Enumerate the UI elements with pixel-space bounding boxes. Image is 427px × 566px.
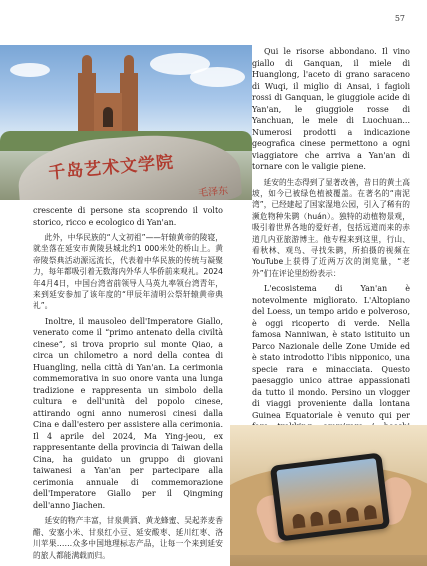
page-number: 57 <box>394 14 405 23</box>
smartphone-icon <box>270 452 390 541</box>
left-paragraph-2-chinese: 此外，中华民族的“人文初祖”——轩辕黄帝的陵寝，就坐落在延安市黄陵县城北约1 000米处的桥山上。黄帝陵祭典活动源远流长，代表着中华民族的传统与凝聚力，每年都吸引着无数海内外华人华侨前来观礼。2024年4月4日，中国台湾省前领导人马英九率领台湾青年，来到延安参加了该年度的“甲辰年清明公祭轩辕黄帝典礼”。 <box>33 233 223 311</box>
stone-inscription: 千岛艺术文学院 <box>47 152 175 184</box>
left-paragraph-1-italian: crescente di persone sta scoprendo il volto storico, ricco e ecologico di Yan'an. <box>33 206 223 227</box>
right-paragraph-1-italian: Qui le risorse abbondano. Il vino giallo di Ganquan, il miele di Huanglong, l'aceto di grano saraceno di Wuqi, il miglio di Ansai, i fagioli rossi di Ganquan, le giuggiole acide di Yan'an, le giuggiole rosse di Yanchuan, le mele di Luochuan... Numerosi prodotti a indicazione geografica cinese permettono a ogni viaggiatore che arriva a Yan'an di tornare con le valigie piene. <box>252 47 410 171</box>
stone-signature: 毛泽东 <box>197 185 229 200</box>
left-paragraph-4-chinese: 延安的物产丰富，甘泉黄酒、黄龙蜂蜜、吴起荞麦香醋、安塞小米、甘泉红小豆、延安酸枣、延川红枣、洛川苹果……众多中国地理标志产品，让每一个来到延安的旅人都能满载而归。 <box>33 516 223 560</box>
right-paragraph-3-italian: L'ecosistema di Yan'an è notevolmente migliorato. L'Altopiano del Loess, un tempo arido e polveroso, è oggi ricoperto di verde. Nella famosa Nanniwan, è stato istituito un Parco Nazionale delle Zone Umide ed è stato introdotto l'ibis nipponico, una specie rara e minacciata. Questo paesaggio unico attrae appassionati da tutto il mondo. Persino un vlogger di viaggi proveniente dalla lontana Guinea Equatoriale è venuto qui per <box>252 284 410 420</box>
left-paragraph-3-italian: Inoltre, il mausoleo dell'Imperatore Giallo, venerato come il “primo antenato della civiltà cinese”, si trova proprio sul monte Qiao, a circa un chilometro a nord della contea di Huangling, nella città di Yan'an. La cerimonia commemorativa in suo onore vanta una lunga tradizione e rappresenta un simbolo della cultura e dell'unità del popolo cinese, attirando ogni anno numerosi cinesi dalla Cina e dall'estero per assistere alla cerimonia. Il 4 aprile del 2024, Ma Ying-jeou, ex rappresentante della provincia di Taiwan della Cina, ha guidato un gruppo di giovani taiwanesi a Yan'an per partecipare alla cerimonia annuale di commemorazione dell'Imperatore Giallo per il Qingming dell'anno Jiachen. <box>33 316 223 510</box>
right-paragraph-2-chinese: 延安的生态得到了显著改善，昔日的黄土高坡，如今已被绿色植被覆盖。在著名的“南泥湾”，已经建起了国家湿地公园，引入了稀有的濒危物种朱鹮（huán）。独特的动植物景观，吸引着世界各地的爱好者，包括远道而来的赤道几内亚旅游博主。他专程来到这里，行山、看秋林、观鸟、寻找朱鹮，所拍摄的视频在YouTube上获得了近两万次的浏览量，“老外”们在评论里纷纷表示： <box>252 177 410 278</box>
photo-cathedral-stone <box>0 45 252 200</box>
left-column <box>33 205 223 561</box>
photo-phone-cave-dwellings <box>230 425 427 566</box>
